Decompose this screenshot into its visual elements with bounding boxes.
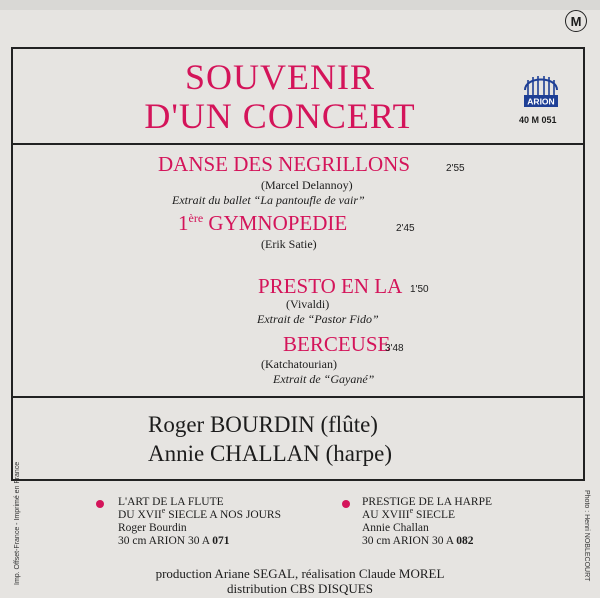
distribution-credit: distribution CBS DISQUES xyxy=(227,581,373,596)
track-1-extract: Extrait du ballet “La pantoufle de vair” xyxy=(172,193,365,207)
divider-tracks xyxy=(11,396,585,398)
track-3-composer: (Vivaldi) xyxy=(286,297,330,311)
track-2-ordinal-sup: ère xyxy=(188,211,204,225)
album-title-line2: D'UN CONCERT xyxy=(144,96,416,136)
album-2-line1: PRESTIGE DE LA HARPE xyxy=(362,496,493,508)
photo-credit: Photo : Henri NOBLECOURT xyxy=(583,490,590,582)
album-1-bullet xyxy=(96,500,104,508)
album-2-artist: Annie Challan xyxy=(362,522,429,534)
arion-logo-text: ARION xyxy=(527,96,555,107)
performer-2: Annie CHALLAN (harpe) xyxy=(148,441,392,466)
album-1-line1: L'ART DE LA FLUTE xyxy=(118,496,224,508)
track-2-duration: 2'45 xyxy=(396,223,415,234)
top-edge xyxy=(0,0,600,10)
m-badge: M xyxy=(565,10,587,32)
album-1-artist: Roger Bourdin xyxy=(118,522,187,534)
track-2-ordinal: 1 xyxy=(178,211,189,235)
album-2-bullet xyxy=(342,500,350,508)
catalog-number: 40 M 051 xyxy=(519,115,557,125)
track-4-composer: (Katchatourian) xyxy=(261,357,337,371)
album-1-ref: 30 cm ARION 30 A 071 xyxy=(118,535,230,547)
track-1-duration: 2'55 xyxy=(446,163,465,174)
track-4-title: BERCEUSE xyxy=(283,332,391,356)
production-credit: production Ariane SEGAL, réalisation Claude MOREL xyxy=(155,566,445,581)
track-1-title: DANSE DES NEGRILLONS xyxy=(158,152,410,176)
track-3-title: PRESTO EN LA xyxy=(258,274,403,298)
track-3-extract: Extrait de “Pastor Fido” xyxy=(257,312,379,326)
related-album-1 xyxy=(118,496,281,548)
track-4-extract: Extrait de “Gayané” xyxy=(273,372,375,386)
track-2-name: GYMNOPEDIE xyxy=(203,211,348,235)
track-3-duration: 1'50 xyxy=(410,284,429,295)
related-album-2 xyxy=(362,496,492,548)
track-4-duration: 3'48 xyxy=(385,343,404,354)
arion-logo xyxy=(522,68,560,110)
divider-title xyxy=(11,143,585,145)
album-2-line2: AU XVIIIe SIECLE xyxy=(362,506,456,521)
album-2-ref: 30 cm ARION 30 A 082 xyxy=(362,535,474,547)
track-1-composer: (Marcel Delannoy) xyxy=(261,178,353,192)
album-1-line2: DU XVIIe SIECLE A NOS JOURS xyxy=(118,506,281,521)
printer-note: Imp. Offset-France - Imprimé en France xyxy=(14,461,21,585)
album-title-line1: SOUVENIR xyxy=(184,57,375,97)
performer-1: Roger BOURDIN (flûte) xyxy=(148,412,378,437)
track-2-title xyxy=(178,212,347,234)
track-2-composer: (Erik Satie) xyxy=(261,237,317,251)
